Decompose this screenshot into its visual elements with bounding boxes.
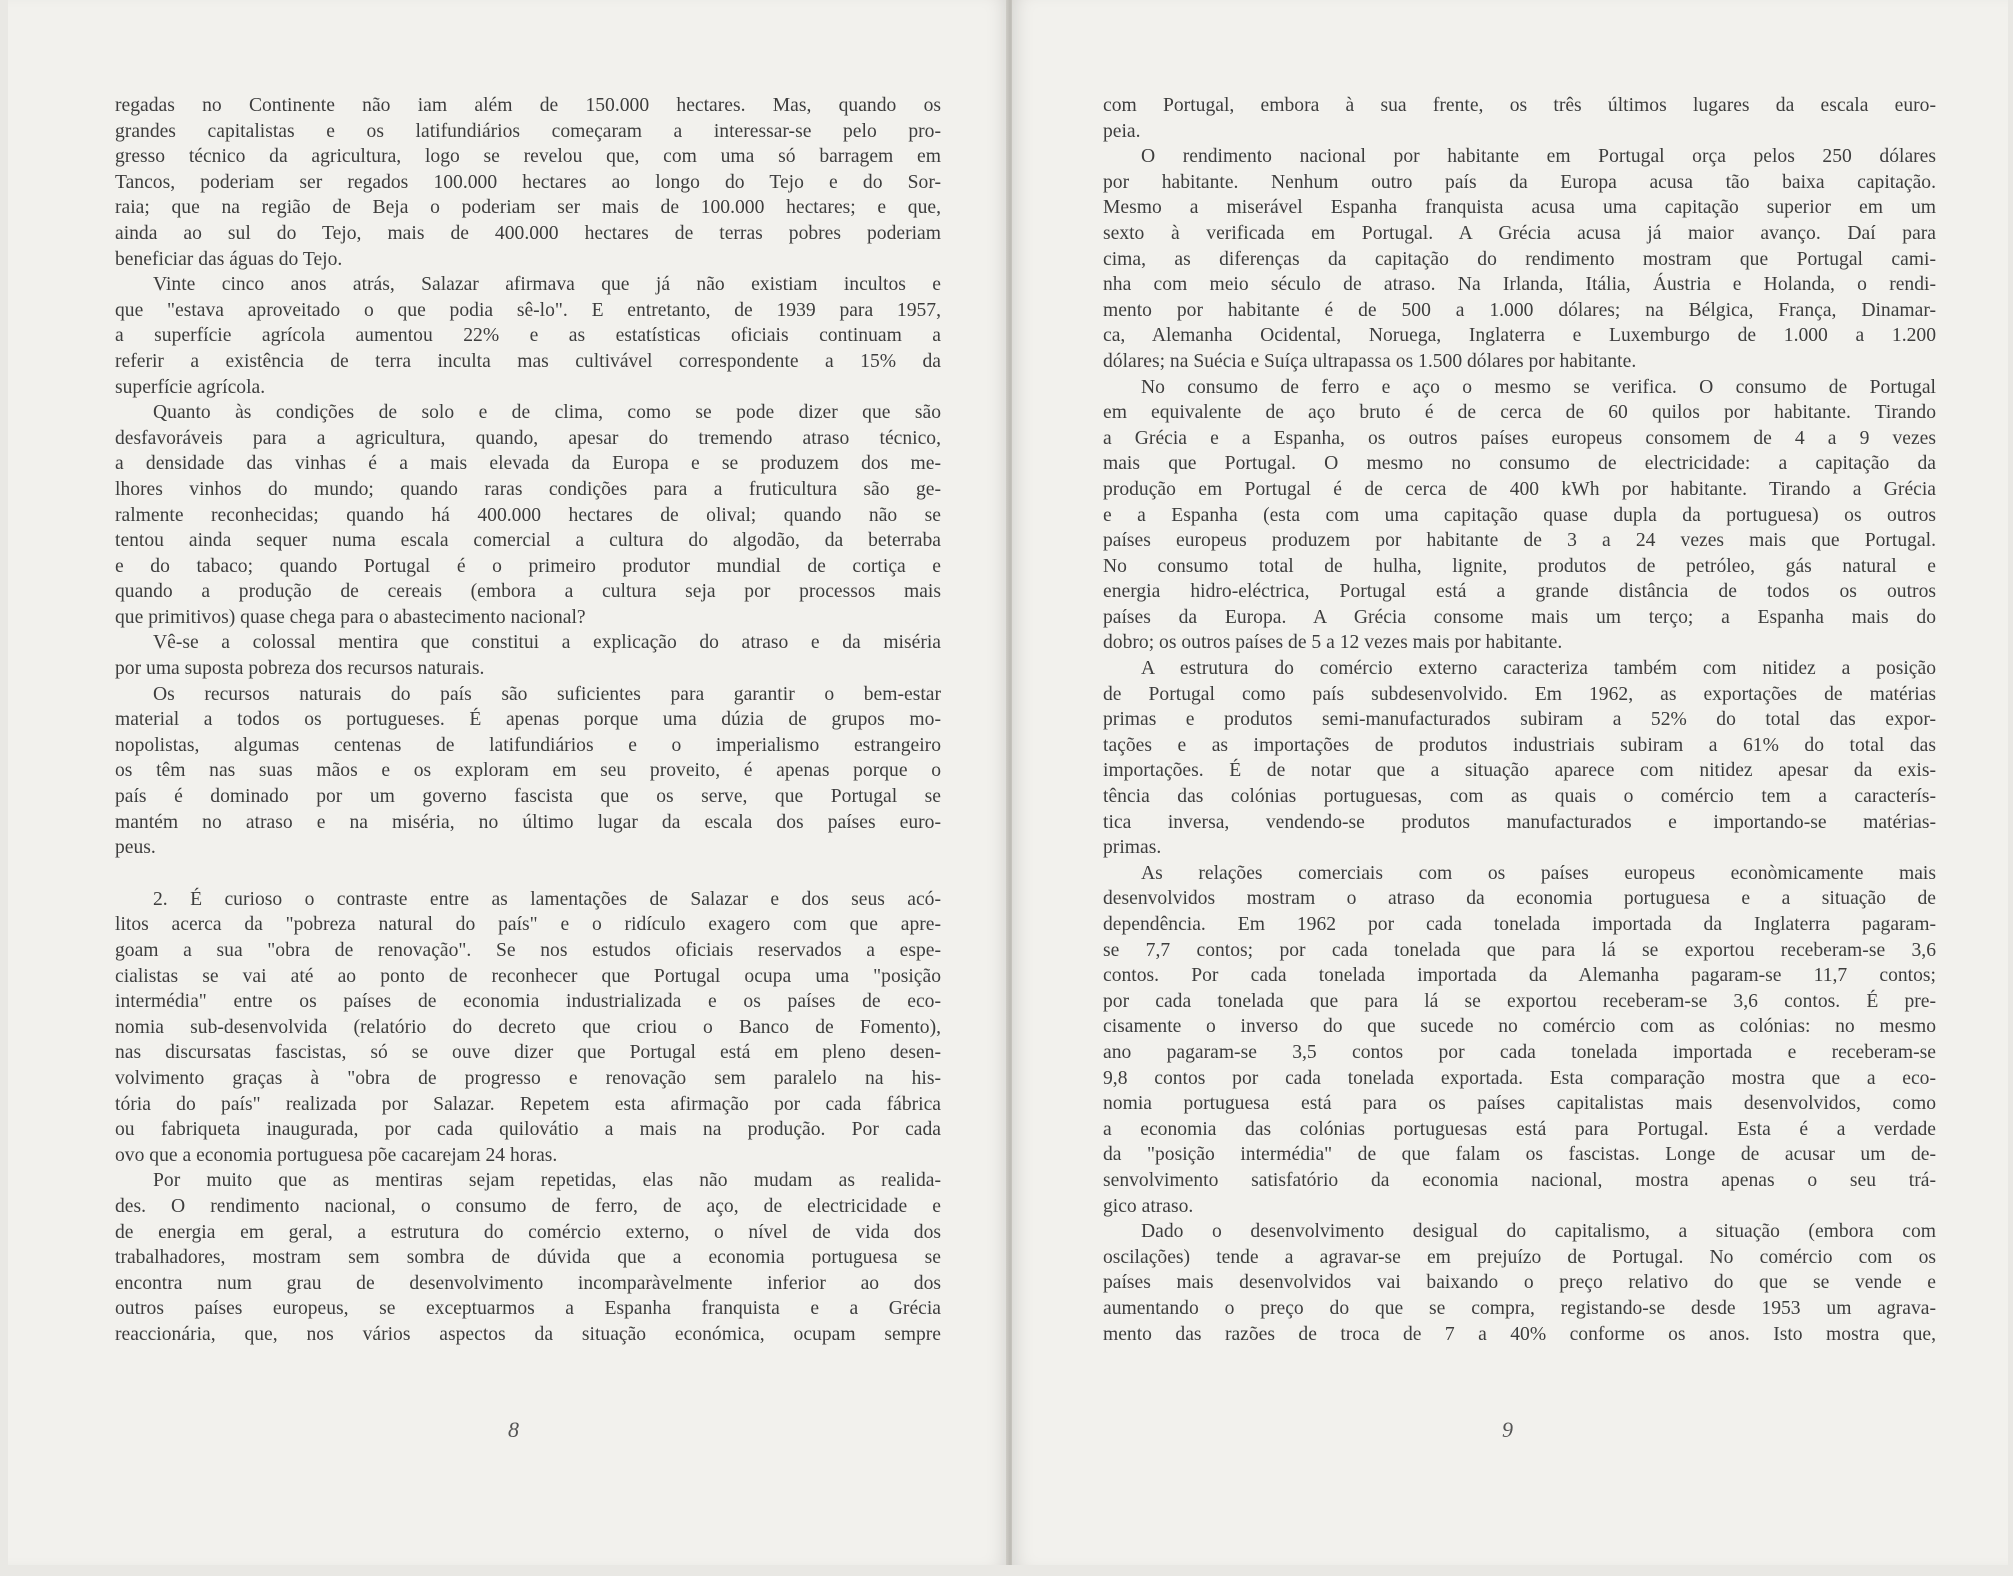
text-line: quando a produção de cereais (embora a cultura seja por processos mais: [115, 581, 941, 603]
text-line: nas discursatas fascistas, só se ouve dizer que Portugal está em pleno desen-: [115, 1042, 941, 1064]
text-line: grandes capitalistas e os latifundiários começaram a interessar-se pelo pro-: [115, 120, 941, 142]
text-line: por cada tonelada que para lá se exportou receberam-se 3,6 contos. É pre-: [1103, 990, 1936, 1012]
text-line: O rendimento nacional por habitante em Portugal orça pelos 250 dólares: [1141, 146, 1936, 168]
text-line: encontra num grau de desenvolvimento incomparàvelmente inferior ao dos: [115, 1272, 941, 1294]
text-line: importações. É de notar que a situação aparece com nitidez apesar da exis-: [1103, 760, 1936, 782]
text-line: 2. É curioso o contraste entre as lamentações de Salazar e dos seus acó-: [153, 888, 941, 910]
text-line: ovo que a economia portuguesa põe cacarejam 24 horas.: [115, 1144, 558, 1166]
text-line: produção em Portugal é de cerca de 400 kWh por habitante. Tirando a Grécia: [1103, 478, 1936, 500]
text-line: Vê-se a colossal mentira que constitui a explicação do atraso e da miséria: [153, 632, 941, 654]
text-line: e a Espanha (esta com uma capitação quase dupla da portuguesa) os outros: [1103, 504, 1936, 526]
text-line: contos. Por cada tonelada importada da Alemanha pagaram-se 11,7 contos;: [1103, 965, 1936, 987]
text-line: Dado o desenvolvimento desigual do capitalismo, a situação (embora com: [1141, 1221, 1936, 1243]
text-line: se 7,7 contos; por cada tonelada que para lá se exportou receberam-se 3,6: [1103, 939, 1936, 961]
text-line: dependência. Em 1962 por cada tonelada importada da Inglaterra pagaram-: [1103, 914, 1936, 935]
text-line: referir a existência de terra inculta mas cultivável correspondente a 15% da: [115, 350, 941, 372]
text-line: cialistas se vai até ao ponto de reconhecer que Portugal ocupa uma "posição: [115, 965, 941, 987]
text-line: por habitante. Nenhum outro país da Europa acusa tão baixa capitação.: [1103, 171, 1936, 193]
text-line: senvolvimento satisfatório da economia nacional, mostra apenas o seu trá-: [1103, 1169, 1936, 1191]
text-line: cisamente o inverso do que sucede no comércio com as colónias: no mesmo: [1103, 1016, 1936, 1038]
text-line: tentou ainda sequer numa escala comercial a cultura do algodão, da beterraba: [115, 530, 941, 552]
text-line: Por muito que as mentiras sejam repetidas, elas não mudam as realida-: [153, 1170, 941, 1192]
text-line: primas e produtos semi-manufacturados subiram a 52% do total das expor-: [1103, 709, 1936, 731]
text-line: Quanto às condições de solo e de clima, como se pode dizer que são: [153, 402, 941, 424]
text-line: com Portugal, embora à sua frente, os três últimos lugares da escala euro-: [1103, 95, 1936, 116]
text-line: mantém no atraso e na miséria, no último lugar da escala dos países euro-: [115, 811, 941, 833]
text-line: desenvolvidos mostram o atraso da economia portuguesa e a situação de: [1103, 888, 1936, 910]
text-line: trabalhadores, mostram sem sombra de dúvida que a economia portuguesa se: [115, 1247, 941, 1269]
text-line: beneficiar das águas do Tejo.: [115, 248, 343, 270]
text-line: e do tabaco; quando Portugal é o primeiro produtor mundial de cortiça e: [115, 555, 941, 577]
text-line: em equivalente de aço bruto é de cerca de 60 quilos por habitante. Tirando: [1103, 402, 1936, 424]
right-page: [1012, 0, 2008, 1565]
text-line: litos acerca da "pobreza natural do país" e o ridículo exagero com que apre-: [115, 914, 941, 936]
text-line: ralmente reconhecidas; quando há 400.000 hectares de olival; quando não se: [115, 504, 941, 526]
text-line: peus.: [115, 837, 156, 859]
text-line: gresso técnico da agricultura, logo se revelou que, com uma só barragem em: [115, 146, 941, 168]
text-line: mento das razões de troca de 7 a 40% conforme os anos. Isto mostra que,: [1103, 1323, 1936, 1345]
text-line: dólares; na Suécia e Suíça ultrapassa os 1.500 dólares por habitante.: [1103, 350, 1637, 372]
text-line: regadas no Continente não iam além de 150.000 hectares. Mas, quando os: [115, 95, 941, 116]
right-page-number: 9: [1502, 1417, 1513, 1442]
text-line: mento por habitante é de 500 a 1.000 dólares; na Bélgica, França, Dinamar-: [1103, 299, 1936, 321]
text-line: tória do país" realizada por Salazar. Repetem esta afirmação por cada fábrica: [115, 1093, 941, 1115]
text-line: As relações comerciais com os países europeus econòmicamente mais: [1141, 862, 1936, 884]
text-line: desfavoráveis para a agricultura, quando, apesar do tremendo atraso técnico,: [115, 427, 941, 449]
text-line: cima, as diferenças da capitação do rendimento mostram que Portugal cami-: [1103, 248, 1936, 270]
text-line: ou fabriqueta inaugurada, por cada quilovátio a mais na produção. Por cada: [115, 1119, 941, 1141]
text-line: tica inversa, vendendo-se produtos manufacturados e importando-se matérias-: [1103, 811, 1936, 833]
text-line: aumentando o preço do que se compra, registando-se desde 1953 um agrava-: [1103, 1297, 1936, 1319]
text-line: volvimento graças à "obra de progresso e renovação sem paralelo na his-: [115, 1067, 941, 1089]
text-line: países mais desenvolvidos vai baixando o preço relativo do que se vende e: [1103, 1272, 1936, 1294]
text-line: de energia em geral, a estrutura do comércio externo, o nível de vida dos: [115, 1221, 941, 1243]
text-line: A estrutura do comércio externo caracteriza também com nitidez a posição: [1141, 658, 1936, 680]
text-line: ano pagaram-se 3,5 contos por cada tonelada importada e receberam-se: [1103, 1041, 1936, 1063]
left-page-text: [115, 93, 941, 1348]
text-line: da "posição intermédia" de que falam os fascistas. Longe de acusar um de-: [1103, 1144, 1936, 1166]
text-line: a superfície agrícola aumentou 22% e as estatísticas oficiais continuam a: [115, 325, 941, 347]
text-line: reaccionária, que, nos vários aspectos da situação económica, ocupam sempre: [115, 1323, 941, 1345]
text-line: oscilações) tende a agravar-se em prejuízo de Portugal. No comércio com os: [1103, 1246, 1936, 1268]
text-line: por uma suposta pobreza dos recursos naturais.: [115, 658, 485, 680]
text-line: sexto à verificada em Portugal. A Grécia acusa já maior avanço. Daí para: [1103, 222, 1936, 244]
text-line: nopolistas, algumas centenas de latifundiários e o imperialismo estrangeiro: [115, 734, 941, 756]
text-line: gico atraso.: [1103, 1195, 1194, 1217]
text-line: No consumo total de hulha, lignite, produtos de petróleo, gás natural e: [1103, 555, 1936, 577]
text-line: energia hidro-eléctrica, Portugal está a grande distância de todos os outros: [1103, 581, 1936, 603]
text-line: a Grécia e a Espanha, os outros países europeus consomem de 4 a 9 vezes: [1103, 427, 1936, 449]
text-line: superfície agrícola.: [115, 376, 266, 398]
text-line: nomia sub-desenvolvida (relatório do decreto que criou o Banco de Fomento),: [115, 1016, 941, 1038]
text-line: países da Europa. A Grécia consome mais um terço; a Espanha mais do: [1103, 606, 1936, 628]
text-line: Vinte cinco anos atrás, Salazar afirmava que já não existiam incultos e: [153, 274, 941, 296]
text-line: de Portugal como país subdesenvolvido. Em 1962, as exportações de matérias: [1103, 683, 1936, 705]
text-line: que primitivos) quase chega para o abastecimento nacional?: [115, 606, 586, 628]
text-line: peia.: [1103, 120, 1141, 142]
left-page-number: 8: [508, 1417, 519, 1442]
text-line: Os recursos naturais do país são suficientes para garantir o bem-estar: [153, 683, 941, 705]
text-line: países europeus produzem por habitante de 3 a 24 vezes mais que Portugal.: [1103, 530, 1936, 552]
text-line: lhores vinhos do mundo; quando raras condições para a fruticultura são ge-: [115, 478, 941, 500]
text-line: a densidade das vinhas é a mais elevada da Europa e se produzem dos me-: [115, 453, 941, 475]
text-line: primas.: [1103, 837, 1162, 859]
text-line: outros países europeus, se exceptuarmos a Espanha franquista e a Grécia: [115, 1298, 941, 1320]
text-line: material a todos os portugueses. É apenas porque uma dúzia de grupos mo-: [115, 709, 941, 731]
text-line: os têm nas suas mãos e os exploram em seu proveito, é apenas porque o: [115, 760, 941, 782]
text-line: mais que Portugal. O mesmo no consumo de electricidade: a capitação da: [1103, 453, 1936, 475]
text-line: 9,8 contos por cada tonelada exportada. Esta comparação mostra que a eco-: [1103, 1067, 1936, 1089]
text-line: dobro; os outros países de 5 a 12 vezes mais por habitante.: [1103, 632, 1563, 654]
text-line: tações e as importações de produtos industriais subiram a 61% do total das: [1103, 734, 1936, 756]
text-line: país é dominado por um governo fascista que os serve, que Portugal se: [115, 786, 941, 808]
paragraph-gap: [115, 861, 941, 887]
text-line: No consumo de ferro e aço o mesmo se verifica. O consumo de Portugal: [1141, 376, 1936, 398]
text-line: nomia portuguesa está para os países capitalistas mais desenvolvidos, como: [1103, 1093, 1936, 1115]
text-line: ainda ao sul do Tejo, mais de 400.000 hectares de terras pobres poderiam: [115, 222, 941, 244]
text-line: ca, Alemanha Ocidental, Noruega, Inglaterra e Luxemburgo de 1.000 a 1.200: [1103, 325, 1936, 347]
text-line: raia; que na região de Beja o poderiam ser mais de 100.000 hectares; e que,: [115, 197, 941, 219]
left-page: [8, 0, 1008, 1565]
text-line: goam a sua "obra de renovação". Se nos estudos oficiais reservados a espe-: [115, 940, 941, 961]
text-line: Mesmo a miserável Espanha franquista acusa uma capitação superior em um: [1103, 197, 1936, 219]
text-line: que "estava aproveitado o que podia sê-lo". E entretanto, de 1939 para 1957,: [115, 299, 941, 321]
text-line: des. O rendimento nacional, o consumo de ferro, de aço, de electricidade e: [115, 1195, 941, 1217]
text-line: a economia das colónias portuguesas está para Portugal. Esta é a verdade: [1103, 1118, 1936, 1140]
text-line: Tancos, poderiam ser regados 100.000 hectares ao longo do Tejo e do Sor-: [115, 171, 941, 193]
right-page-text: [1103, 93, 1936, 1347]
text-line: intermédia" entre os países de economia industrializada e os países de eco-: [115, 991, 941, 1013]
text-line: tência das colónias portuguesas, com as quais o comércio tem a caracterís-: [1103, 786, 1936, 808]
text-line: nha com meio século de atraso. Na Irlanda, Itália, Áustria e Holanda, o rendi-: [1103, 274, 1936, 296]
